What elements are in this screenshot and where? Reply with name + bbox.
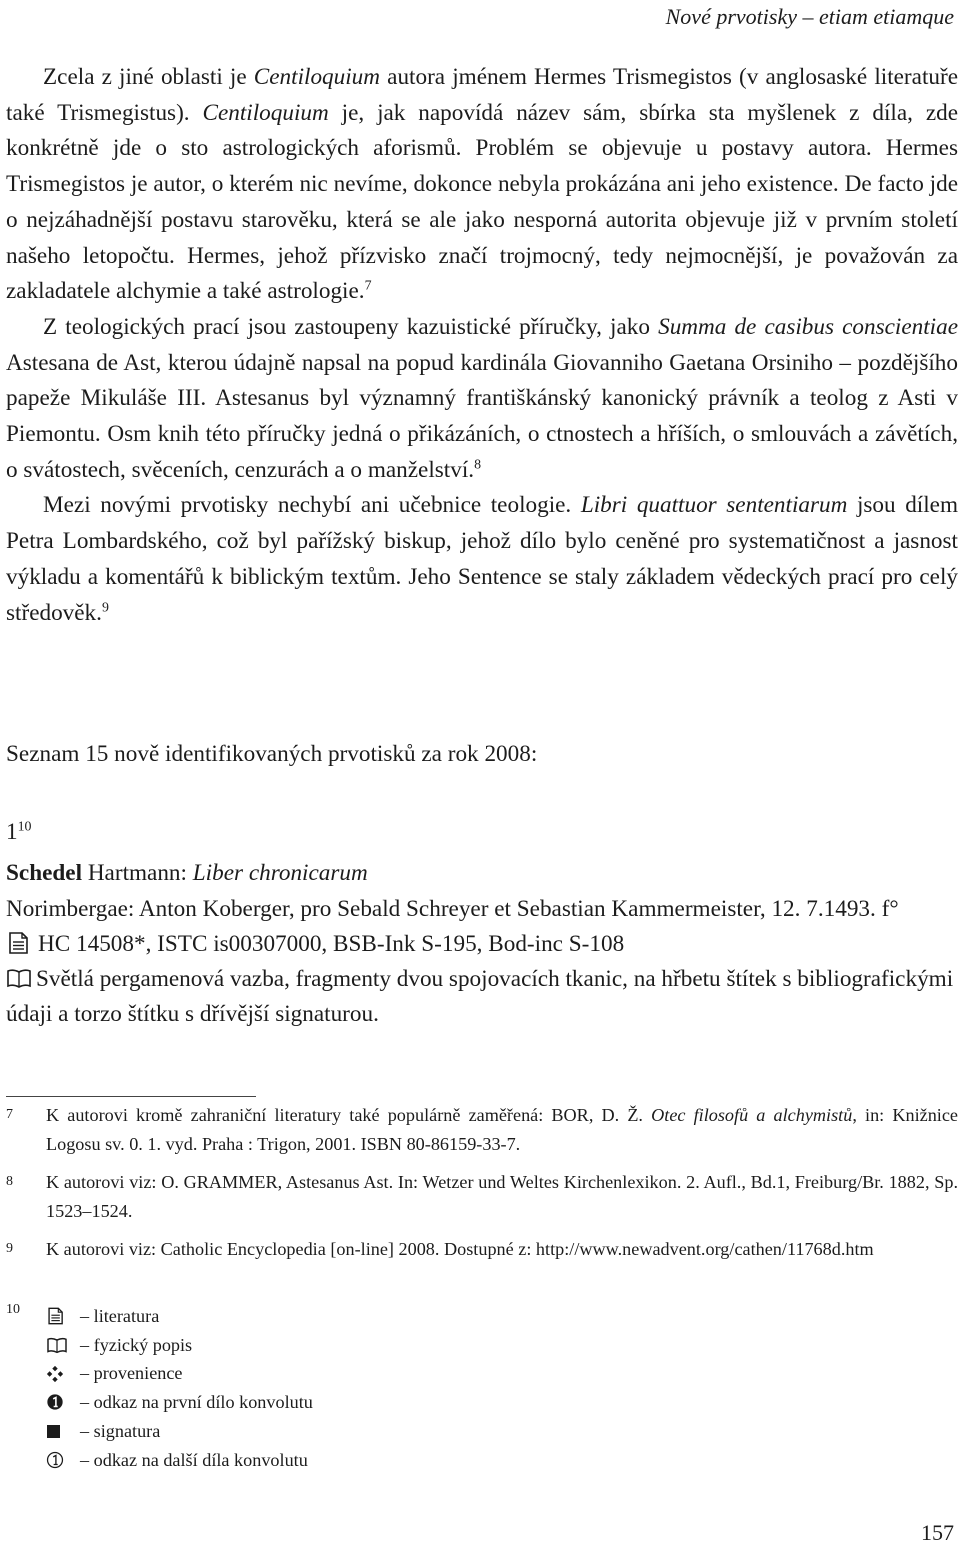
legend-label: – odkaz na další díla konvolutu <box>80 1449 308 1470</box>
incunabula-entry <box>6 815 958 1033</box>
black-square-icon <box>46 1421 72 1441</box>
title-italic: Otec filosofů a alchymistů <box>651 1105 853 1125</box>
text-run: Mezi novými prvotisky nechybí ani učebnice teologie. <box>43 492 581 519</box>
open-book-icon <box>6 967 32 989</box>
legend-item <box>46 1417 313 1446</box>
legend-item <box>46 1446 313 1475</box>
footnote-separator <box>6 1096 256 1097</box>
open-book-icon <box>46 1335 72 1355</box>
document-icon <box>46 1306 72 1326</box>
footnote-ref-9: 9 <box>101 599 109 615</box>
title-italic: Libri quattuor sententiarum <box>580 492 848 519</box>
legend-label: – odkaz na první dílo konvolutu <box>80 1392 313 1413</box>
text-run: jsou dílem Petra Lombardského, což byl pařížský biskup, jehož dílo bylo ceněné pro systematičnost a jasnost výkladu a komentářů k biblickým textům. Jeho Sentence se staly základem vědeckých prací pro celý středověk. <box>6 492 958 626</box>
entry-imprint: Norimbergae: Anton Koberger, pro Sebald Schreyer et Sebastian Kammermeister, 12. 7.1493. f° <box>6 895 899 922</box>
footnote-text: K autorovi viz: O. GRAMMER, Astesanus Ast. In: Wetzer und Weltes Kirchenlexikon. 2. Aufl., Bd.1, Freiburg/Br. 1882, Sp. 1523–1524. <box>46 1172 958 1221</box>
text-run: K autorovi kromě zahraniční literatury také populárně zaměřená: BOR, D. Ž. <box>46 1105 652 1125</box>
entry-number <box>6 815 958 850</box>
legend-label: – signatura <box>80 1420 161 1441</box>
physical-description: Světlá pergamenová vazba, fragmenty dvou spojovacích tkanic, na hřbetu štítek s bibliografickými údaji a torzo štítku s dřívější signaturou. <box>6 966 954 1028</box>
footnote-number: 8 <box>6 1174 13 1189</box>
title-italic: Centiloquium <box>253 64 381 90</box>
document-icon <box>6 932 32 954</box>
author-surname: Schedel <box>6 860 83 887</box>
footnote-10-number: 10 <box>6 1302 20 1317</box>
filled-circle-one-icon <box>46 1392 72 1412</box>
legend-item <box>46 1331 313 1360</box>
paragraph-sententiae <box>6 488 958 631</box>
text-run: je, jak napovídá název sám, sbírka sta myšlenek z díla, zde konkrétně jde o sto astrologických aforismů. Problém se objevuje u postavy autora. Hermes Trismegistos je autor, o kterém nic nevíme, dokonce nebyla prokázána ani jeho existence. De facto jde o nejzáhadnější postavu starověku, která se ale jako nesporná autorita objevuje již v prvním století našeho letopočtu. Hermes, jehož přízvisko značí trojmocný, tedy nejmocnější, je považován za zakladatele alchymie a také astrologie. <box>6 99 959 305</box>
running-header: Nové prvotisky – etiam etiamque <box>665 4 954 29</box>
footnote-10-legend <box>46 1302 313 1474</box>
legend-item <box>46 1388 313 1417</box>
circled-one-icon <box>46 1450 72 1470</box>
legend-item <box>46 1302 313 1331</box>
footnote-ref-8: 8 <box>474 457 482 472</box>
title-italic: Summa de casibus conscientiae <box>658 313 958 340</box>
title-italic: Centiloquium <box>202 99 329 126</box>
author-given: Hartmann: <box>82 860 193 887</box>
footnote-number: 7 <box>6 1107 13 1122</box>
footnote-number: 9 <box>6 1241 13 1256</box>
text-run: Zcela z jiné oblasti je <box>43 64 254 90</box>
text-run: Z teologických prací jsou zastoupeny kazuistické příručky, jako <box>43 313 659 340</box>
entry-literature <box>6 927 958 962</box>
diamond-cross-icon <box>46 1364 72 1384</box>
list-heading: Seznam 15 nově identifikovaných prvotisků za rok 2008: <box>6 741 538 767</box>
footnote-9 <box>6 1235 958 1264</box>
text-run: autora jménem Hermes Trismegistos (v anglosaské literatuře také Trismegistus). <box>6 64 958 126</box>
legend-label: – fyzický popis <box>80 1334 193 1355</box>
text-run: , in: Knižnice Logosu sv. 0. 1. vyd. Praha : Trigon, 2001. ISBN 80-86159-33-7. <box>46 1105 959 1154</box>
page-number: 157 <box>921 1520 954 1545</box>
footnote-text: K autorovi viz: Catholic Encyclopedia [on-line] 2008. Dostupné z: http://www.newadvent.org/cathen/11768d.htm <box>46 1239 874 1259</box>
footnote-7 <box>6 1101 958 1158</box>
paragraph-summa <box>6 310 958 489</box>
footnote-ref-10: 10 <box>17 819 32 835</box>
entry-author-title <box>6 856 958 891</box>
legend-label: – provenience <box>80 1363 183 1384</box>
work-title: Liber chronicarum <box>192 860 368 887</box>
footnote-8 <box>6 1168 958 1225</box>
text-run: Astesana de Ast, kterou údajně napsal na popud kardinála Giovanniho Gaetana Orsiniho – pozdějšího papeže Mikuláše III. Astesanus byl významný františkánský kanonický právník a teolog z Asti v Piemontu. Osm knih této příručky jedná o přikázáních, o ctnostech a hříších, o smlouvách a závětích, o svátostech, svěceních, cenzurách a o manželství. <box>6 349 958 483</box>
paragraph-centiloquium <box>6 60 958 310</box>
literature-refs: HC 14508*, ISTC is00307000, BSB-Ink S-195, Bod-inc S-108 <box>38 930 625 957</box>
entry-number-value: 1 <box>6 819 18 845</box>
entry-physical <box>6 962 958 1033</box>
footnote-text <box>46 1101 958 1158</box>
legend-item <box>46 1359 313 1388</box>
legend-label: – literatura <box>80 1306 160 1326</box>
body-text <box>6 60 958 631</box>
footnote-ref-7: 7 <box>364 278 372 294</box>
